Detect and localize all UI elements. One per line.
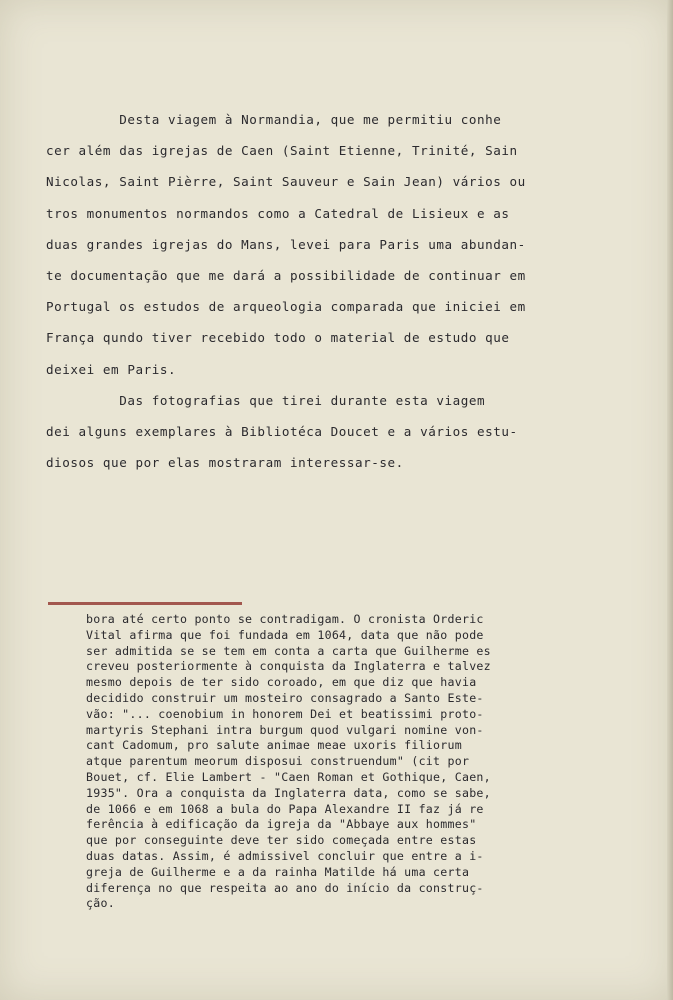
body-line: diosos que por elas mostraram interessar-se.	[46, 455, 404, 471]
body-line: França qundo tiver recebido todo o material de estudo que	[46, 330, 510, 346]
footnote-line: mesmo depois de ter sido coroado, em que diz que havia	[86, 675, 477, 690]
body-line: duas grandes igrejas do Mans, levei para Paris uma abundan-	[46, 236, 526, 252]
body-line: Das fotografias que tirei durante esta viagem	[46, 392, 486, 408]
body-line: dei alguns exemplares à Bibliotéca Doucet e a vários estu-	[46, 423, 518, 439]
page-edge-shadow	[667, 0, 673, 1000]
footnote-separator-rule	[48, 602, 242, 605]
footnote-line: atque parentum meorum disposui construendum" (cit por	[86, 754, 470, 769]
footnote-line: vão: "... coenobium in honorem Dei et beatissimi proto-	[86, 706, 484, 721]
footnote-line: de 1066 e em 1068 a bula do Papa Alexandre II faz já re	[86, 801, 484, 816]
footnote-line: martyris Stephani intra burgum quod vulgari nomine von-	[86, 722, 484, 737]
body-line: Portugal os estudos de arqueologia comparada que iniciei em	[46, 299, 526, 315]
footnote-line: diferença no que respeita ao ano do início da construç-	[86, 880, 484, 895]
footnote-line: Bouet, cf. Elie Lambert - "Caen Roman et Gothique, Caen,	[86, 769, 491, 784]
footnote-line: decidido construir um mosteiro consagrado a Santo Este-	[86, 690, 484, 705]
body-line: deixei em Paris.	[46, 361, 177, 377]
body-line: tros monumentos normandos como a Catedral de Lisieux e as	[46, 205, 510, 221]
footnote-line: que por conseguinte deve ter sido começada entre estas	[86, 833, 477, 848]
footnote-line: creveu posteriormente à conquista da Inglaterra e talvez	[86, 659, 491, 674]
footnote-line: ferência à edificação da igreja da "Abbaye aux hommes"	[86, 817, 477, 832]
footnote-line: greja de Guilherme e a da rainha Matilde há uma certa	[86, 864, 470, 879]
body-line: Nicolas, Saint Pièrre, Saint Sauveur e Sain Jean) vários ou	[46, 174, 526, 190]
main-body-text	[46, 104, 616, 478]
body-line: Desta viagem à Normandia, que me permitiu conhe	[46, 112, 502, 127]
footnote-line: cant Cadomum, pro salute animae meae uxoris filiorum	[86, 738, 462, 753]
footnote-text	[86, 612, 626, 912]
footnote-line: ser admitida se se tem em conta a carta que Guilherme es	[86, 643, 491, 658]
body-line: cer além das igrejas de Caen (Saint Etienne, Trinité, Sain	[46, 143, 518, 159]
footnote-line: ção.	[86, 896, 115, 911]
footnote-line: bora até certo ponto se contradigam. O cronista Orderic	[86, 612, 484, 626]
footnote-line: Vital afirma que foi fundada em 1064, data que não pode	[86, 627, 484, 642]
body-line: te documentação que me dará a possibilidade de continuar em	[46, 267, 526, 283]
footnote-line: duas datas. Assim, é admissivel concluir que entre a i-	[86, 848, 484, 863]
footnote-line: 1935". Ora a conquista da Inglaterra data, como se sabe,	[86, 785, 491, 800]
